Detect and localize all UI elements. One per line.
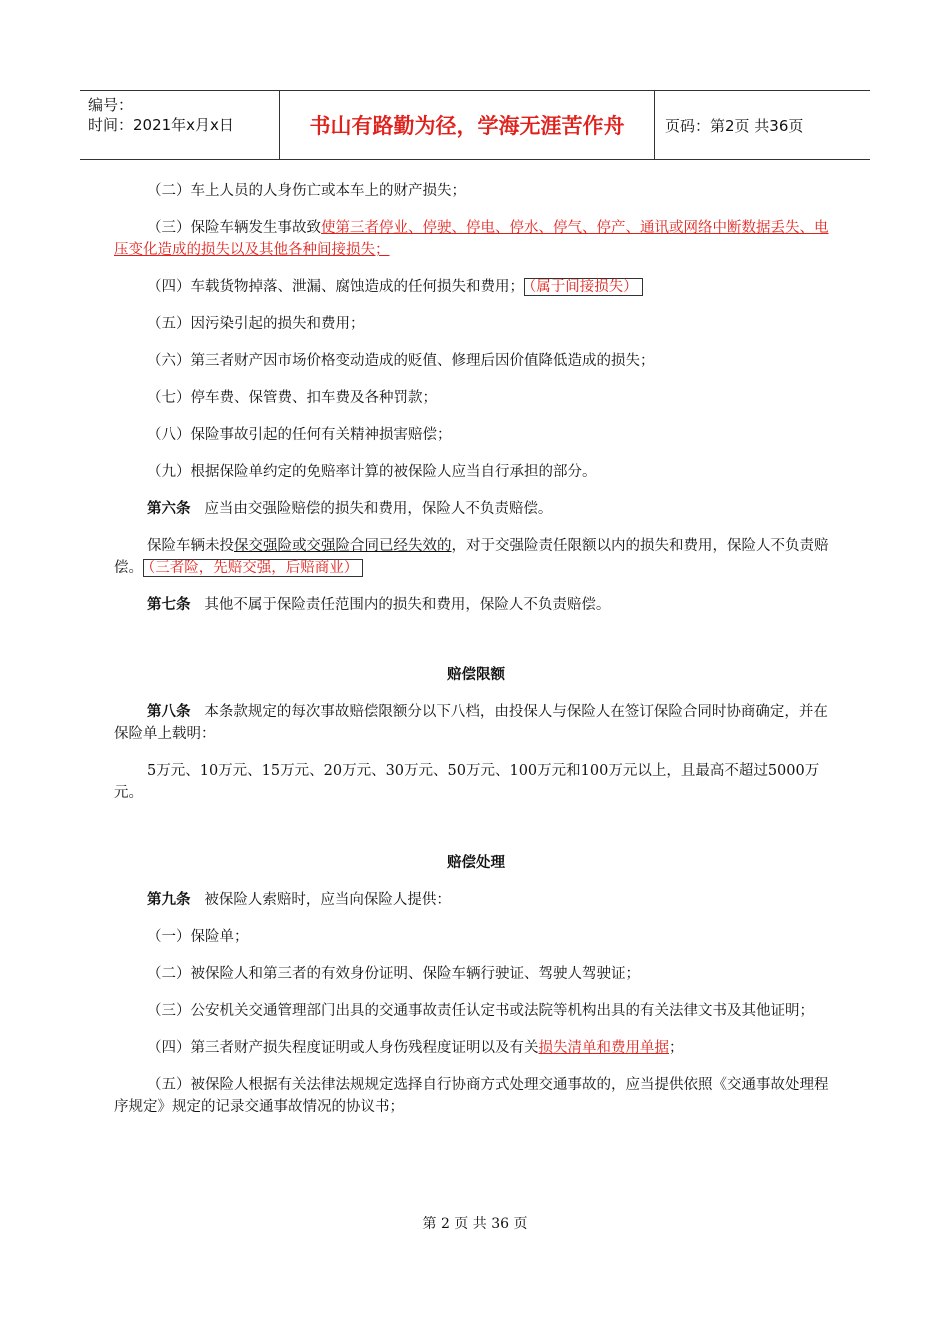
clause-item-4 <box>114 276 838 298</box>
article-9-item-2: （二）被保险人和第三者的有效身份证明、保险车辆行驶证、驾驶人驾驶证； <box>147 966 640 982</box>
page-header <box>80 90 870 160</box>
article-9-item-4-highlight: 损失清单和费用单据 <box>538 1040 669 1056</box>
article-9-label: 第九条 <box>147 891 191 908</box>
article-6-text: 应当由交强险赔偿的损失和费用，保险人不负责赔偿。 <box>204 501 553 517</box>
document-time-label: 时间：2021年x月x日 <box>88 116 234 134</box>
article-9 <box>114 889 838 911</box>
article-8-tiers: 5万元、10万元、15万元、20万元、30万元、50万元、100万元和100万元以上，且最高不超过5000万元。 <box>114 763 820 801</box>
header-meta <box>80 91 280 159</box>
header-page-info: 页码：第2页 共36页 <box>665 116 804 135</box>
article-9-item-4-b: ； <box>669 1040 684 1056</box>
article-8-text: 本条款规定的每次事故赔偿限额分以下八档，由投保人与保险人在签订保险合同时协商确定，并在保险单上载明： <box>114 704 828 742</box>
article-6 <box>114 498 838 520</box>
clause-item-4-note: （属于间接损失） <box>524 278 643 296</box>
article-6-p2-underlined: 保交强险或交强险合同已经失效的 <box>234 538 452 554</box>
page-footer: 第 2 页 共 36 页 <box>422 1216 528 1232</box>
article-6-p2-a: 保险车辆未投 <box>147 538 234 554</box>
article-9-item-3: （三）公安机关交通管理部门出具的交通事故责任认定书或法院等机构出具的有关法律文书及其他证明； <box>147 1003 814 1019</box>
article-9-text: 被保险人索赔时，应当向保险人提供： <box>204 892 451 908</box>
article-6-label: 第六条 <box>147 500 191 517</box>
clause-item-2: （二）车上人员的人身伤亡或本车上的财产损失； <box>147 183 466 199</box>
clause-item-3-highlight: 使第三者停业、停驶、停电、停水、停气、停产、通讯或网络中断数据丢失、电压变化造成的损失以及其他各种间接损失； <box>114 220 829 258</box>
article-9-item-5: （五）被保险人根据有关法律法规规定选择自行协商方式处理交通事故的，应当提供依照《交通事故处理程序规定》规定的记录交通事故情况的协议书； <box>114 1077 829 1115</box>
section-title-limit: 赔偿限额 <box>447 666 505 683</box>
article-9-item-1: （一）保险单； <box>147 929 249 945</box>
article-9-item-4 <box>114 1037 838 1059</box>
clause-item-8: （八）保险事故引起的任何有关精神损害赔偿； <box>147 427 452 443</box>
clause-item-9: （九）根据保险单约定的免赔率计算的被保险人应当自行承担的部分。 <box>147 464 597 480</box>
clause-item-3-text: （三）保险车辆发生事故致 <box>147 220 321 236</box>
clause-item-6: （六）第三者财产因市场价格变动造成的贬值、修理后因价值降低造成的损失； <box>147 353 655 369</box>
clause-item-7: （七）停车费、保管费、扣车费及各种罚款； <box>147 390 437 406</box>
article-9-item-4-a: （四）第三者财产损失程度证明或人身伤残程度证明以及有关 <box>147 1040 539 1056</box>
clause-item-5: （五）因污染引起的损失和费用； <box>147 316 365 332</box>
article-6-p2-b: ，对于交强险责任限额以内的损失和费用，保险人不负责赔偿。 <box>114 538 829 576</box>
article-8 <box>114 701 838 745</box>
section-title-process: 赔偿处理 <box>447 854 505 871</box>
article-7-label: 第七条 <box>147 596 191 613</box>
clause-item-3 <box>114 217 838 261</box>
article-7 <box>114 594 838 616</box>
clause-item-4-text: （四）车载货物掉落、泄漏、腐蚀造成的任何损失和费用； <box>147 279 524 295</box>
header-motto: 书山有路勤为径，学海无涯苦作舟 <box>280 91 655 159</box>
article-7-text: 其他不属于保险责任范围内的损失和费用，保险人不负责赔偿。 <box>204 597 611 613</box>
article-6-paragraph-2 <box>114 535 838 579</box>
article-6-note: （三者险，先赔交强，后赔商业） <box>143 559 363 577</box>
document-number-label: 编号： <box>88 96 134 114</box>
document-body <box>114 180 838 1133</box>
article-8-label: 第八条 <box>147 703 191 720</box>
